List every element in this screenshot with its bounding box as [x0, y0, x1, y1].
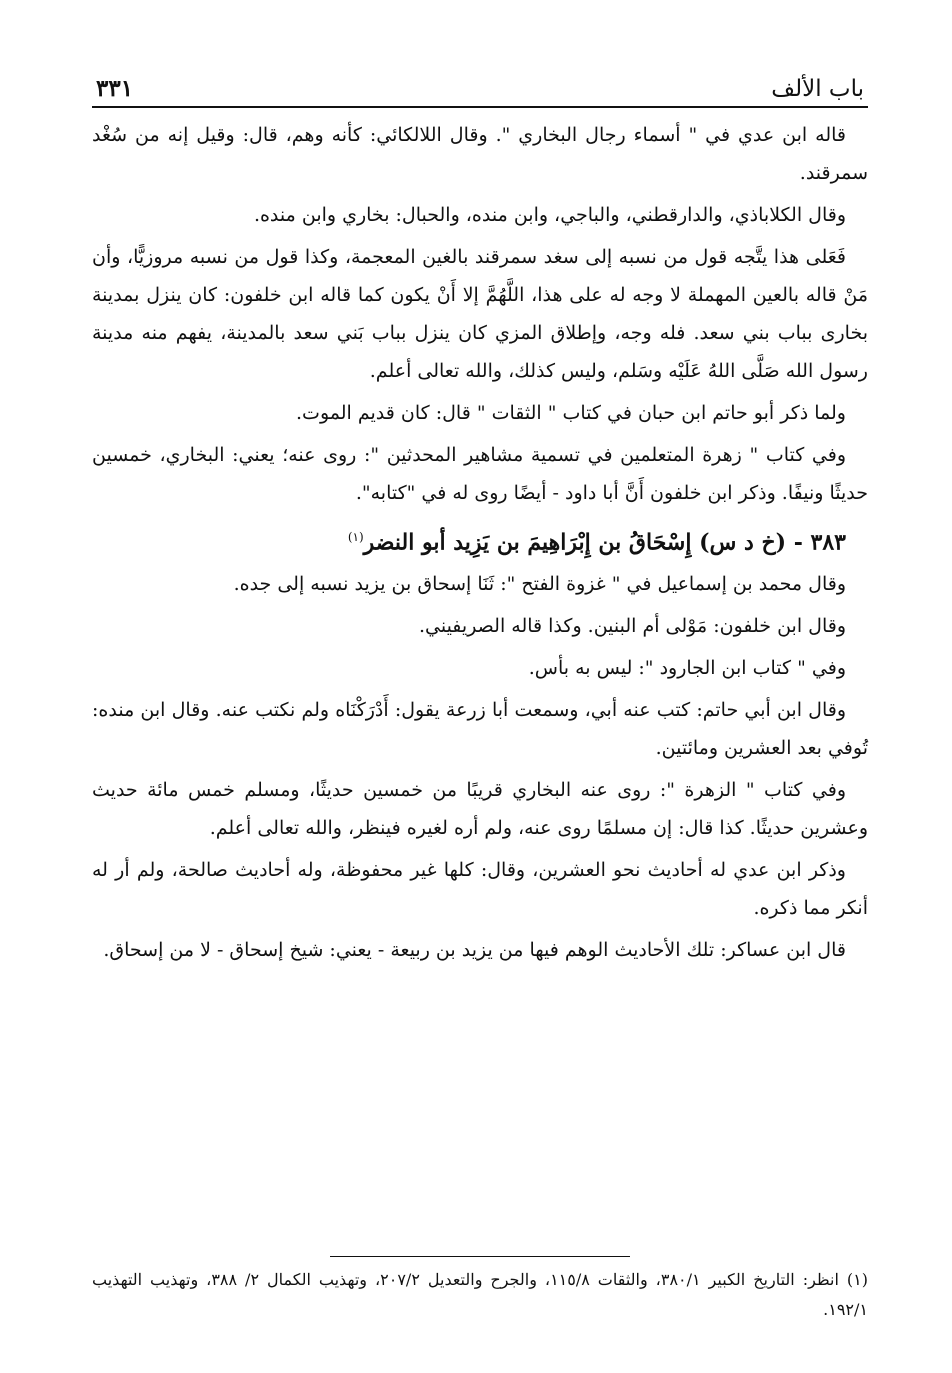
footnote: (١) انظر: التاريخ الكبير ٣٨٠/١، والثقات ١١٥/٨، والجرح والتعديل ٢٠٧/٢، وتهذيب الكمال ٢/ ٣٨٨، وتهذيب التهذيب ١٩٢/١.: [92, 1270, 868, 1319]
entry-heading: [92, 516, 868, 563]
paragraph: وفي كتاب " الزهرة ": روى عنه البخاري قريبًا من خمسين حديثًا، ومسلم خمس مائة حديث وعشرين حديثًا. كذا قال: إن مسلمًا روى عنه، ولم أره لغيره فينظر، والله تعالى أعلم.: [92, 779, 868, 840]
footnote-section: [92, 1232, 868, 1325]
paragraph: وقال ابن أبي حاتم: كتب عنه أبي، وسمعت أبا زرعة يقول: أَدْرَكْنَاه ولم نكتب عنه. وقال ابن منده: تُوفي بعد العشرين ومائتين.: [92, 699, 868, 760]
footnote-divider: [330, 1256, 630, 1257]
paragraph: ولما ذكر أبو حاتم ابن حبان في كتاب " الثقات " قال: كان قديم الموت.: [296, 402, 846, 424]
entry-heading-text: ٣٨٣ - (خ د س) إِسْحَاقُ بن إِبْرَاهِيمَ بن يَزِيد أبو النضر: [363, 529, 846, 556]
running-header: [92, 58, 868, 108]
page-body: [92, 116, 868, 969]
paragraph: قال ابن عساكر: تلك الأحاديث الوهم فيها من يزيد بن ربيعة - يعني: شيخ إسحاق - لا من إسحاق.: [103, 939, 846, 962]
paragraph: وفي " كتاب ابن الجارود ": ليس به بأس.: [528, 657, 846, 680]
paragraph: فَعَلى هذا يتَّجه قول من نسبه إلى سغد سمرقند بالغين المعجمة، وكذا قول من نسبه مروزيًّا، وأن مَنْ قاله بالعين المهملة لا وجه له على هذا، اللَّهُمَّ إلا أَنْ يكون كما قاله ابن خلفون: كان ينزل بمدينة بخارى بباب بني سعد. فله وجه، وإطلاق المزي كان ينزل بباب بَني سعد بالمدينة، يفهم منه مدينة رسول الله صَلَّى اللهُ عَلَيْه وسَلم، وليس كذلك، والله تعالى أعلم.: [92, 246, 868, 382]
paragraph: وقال ابن خلفون: مَوْلى أم البنين. وكذا قاله الصريفيني.: [418, 615, 846, 638]
paragraph: وذكر ابن عدي له أحاديث نحو العشرين، وقال: كلها غير محفوظة، وله أحاديث صالحة، ولم أر له أنكر مما ذكره.: [92, 859, 868, 920]
footnote-marker: (١): [347, 530, 364, 544]
paragraph: وقال الكلاباذي، والدارقطني، والباجي، وابن منده، والحبال: بخاري وابن منده.: [253, 204, 846, 226]
chapter-title: باب الألف: [771, 76, 864, 102]
paragraph: وقال محمد بن إسماعيل في " غزوة الفتح ": ثَنَا إسحاق بن يزيد نسبه إلى جده.: [233, 573, 846, 596]
book-page: [92, 58, 868, 973]
paragraph: وفي كتاب " زهرة المتعلمين في تسمية مشاهير المحدثين ": روى عنه؛ يعني: البخاري، خمسين حديثًا ونيفًا. وذكر ابن خلفون أَنَّ أبا داود - أيضًا روى له في "كتابه".: [92, 444, 868, 504]
page-number: ٣٣١: [96, 75, 134, 102]
paragraph: قاله ابن عدي في " أسماء رجال البخاري ". وقال اللالكائي: كأنه وهم، قال: وقيل إنه من سُغْد سمرقند.: [92, 124, 868, 184]
